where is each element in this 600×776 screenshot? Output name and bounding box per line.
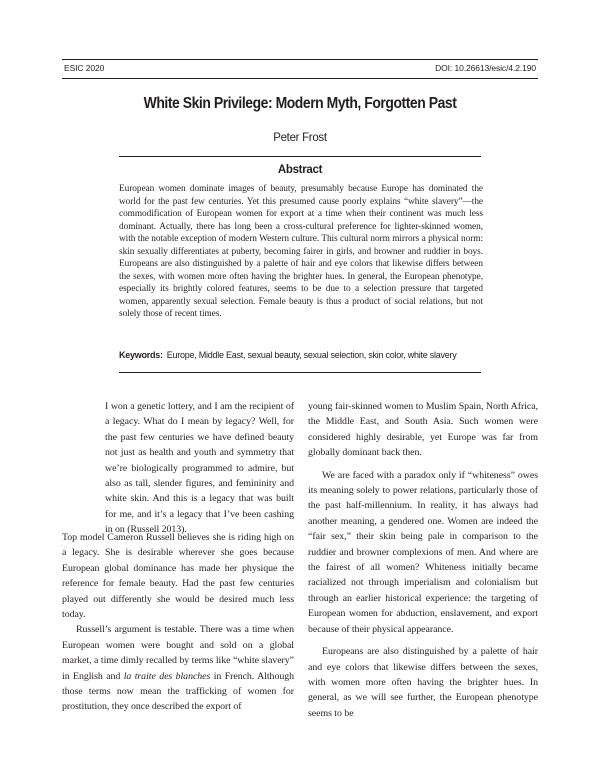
keywords-value: Europe, Middle East, sexual beauty, sexual selection, skin color, white slavery — [166, 350, 457, 360]
paragraph: Russell’s argument is testable. There was a time when European women were bought and sold on a global market, a time dimly recalled by terms like “white slavery” in English and la traite des blanches in French. Although those terms now mean the trafficking of women for prostitution, they once described the export of — [62, 624, 294, 713]
running-header — [62, 59, 538, 79]
paragraph: We are faced with a paradox only if “whiteness” owes its meaning solely to power relations, particularly those of the past half-millennium. In reality, it has always had another meaning, a gendered one. Women are indeed the “fair sex,” their skin being pale in comparison to the ruddier and browner complexions of men. And where are the fairest of all women? Whiteness initially became racialized not through imperialism and colonialism but through an earlier historical experience: the targeting of European women for abduction, enslavement, and export because of their physical appearance. — [308, 469, 538, 635]
body-right-column — [308, 399, 538, 721]
journal-name: ESIC 2020 — [64, 63, 105, 73]
author-name: Peter Frost — [273, 132, 327, 144]
keywords-label: Keywords: — [119, 350, 163, 360]
paragraph: Europeans are also distinguished by a palette of hair and eye colors that likewise differs between the sexes, with women more often having the brighter hues. In general, as we will see further, the European phenotype seems to be — [308, 646, 538, 719]
keywords-line — [119, 350, 483, 360]
paragraph: young fair-skinned women to Muslim Spain, North Africa, the Middle East, and South Asia. Such women were considered highly desirable, yet Europe was far from globally dominant back then. — [308, 401, 538, 459]
body-left-column — [62, 530, 294, 715]
abstract-bottom-rule — [119, 372, 481, 373]
french-term: la traite des blanches — [123, 670, 211, 682]
abstract-heading: Abstract — [277, 164, 323, 176]
abstract-top-rule — [119, 156, 481, 157]
article-title: White Skin Privilege: Modern Myth, Forgotten Past — [143, 95, 457, 112]
epigraph-quote — [105, 399, 294, 538]
paragraph: Top model Cameron Russell believes she is riding high on a legacy. She is desirable wherever she goes because European global dominance has made her physique the reference for female beauty. Had the past few centuries played out differently she would be desired much less today. — [62, 532, 294, 621]
doi-label: DOI: 10.26613/esic/4.2.190 — [435, 63, 536, 73]
abstract-text: European women dominate images of beauty, presumably because Europe has dominated the world for the past few centuries. Yet this presumed cause poorly explains “white slavery”—the commodification of European women for export at a time when their continent was much less dominant. Actually, there has long been a cross-cultural preference for lighter-skinned women, with the notable exception of modern Western culture. This cultural norm mirrors a physical norm: skin sexually differentiates at puberty, becoming fairer in girls, and browner and ruddier in boys. Europeans are also distinguished by a palette of hair and eye colors that likewise differs between the sexes, with women more often having the brighter hues. In general, the European phenotype, especially its brightly colored features, seems to be due to a selection pressure that targeted women, apparently sexual selection. Female beauty is thus a product of social relations, but not solely those of recent times. — [119, 184, 483, 319]
quote-text: I won a genetic lottery, and I am the recipient of a legacy. What do I mean by legacy? Well, for the past few centuries we have defined beauty not just as health and youth and symmetry that we’re biologically programmed to admire, but also as tall, slender figures, and femininity and white skin. And this is a legacy that was built for me, and it’s a legacy that I’ve been cashing in on (Russell 2013). — [105, 401, 294, 536]
